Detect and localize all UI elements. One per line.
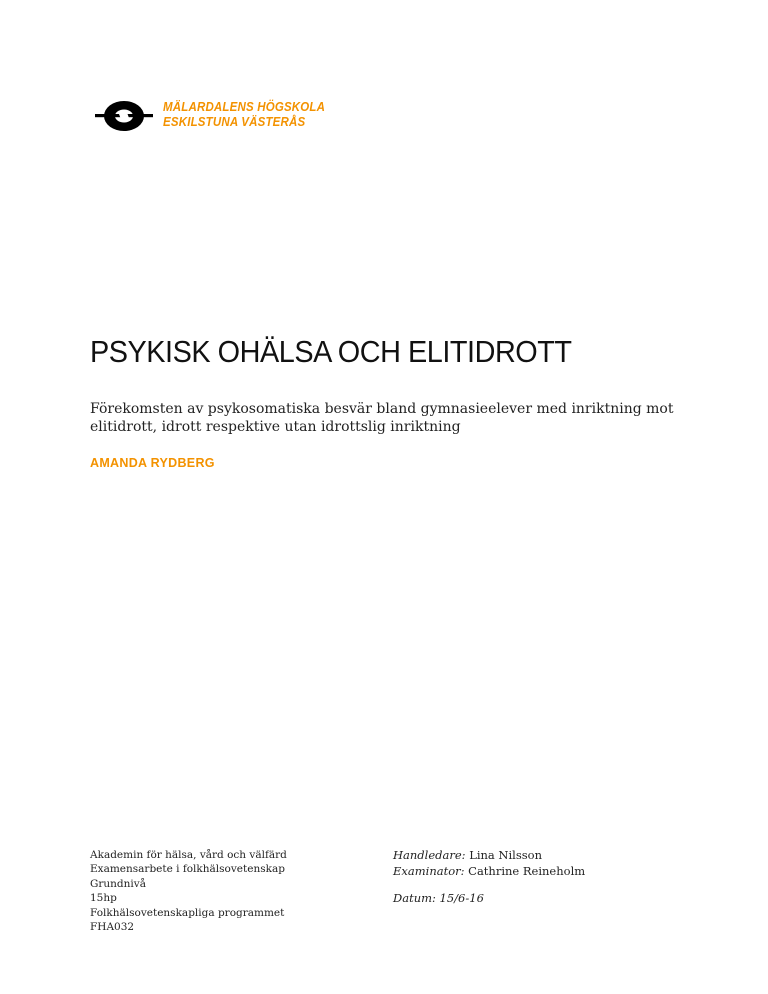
program-line: Folkhälsovetenskapliga programmet <box>90 906 285 919</box>
logo-line-2: ESKILSTUNA VÄSTERÅS <box>163 115 306 129</box>
document-subtitle: Förekomsten av psykosomatiska besvär bland gymnasieelever med inriktning mot elitidrott, idrott respektive utan idrottslig inriktning <box>90 401 674 435</box>
logo-wordmark <box>163 100 325 130</box>
thesis-type-line: Examensarbete i folkhälsovetenskap <box>90 863 285 876</box>
author-name: AMANDA RYDBERG <box>90 456 215 470</box>
examiner-name: Cathrine Reineholm <box>468 863 586 878</box>
supervision-info <box>393 848 693 907</box>
university-logo-icon <box>95 98 153 134</box>
document-title: PSYKISK OHÄLSA OCH ELITIDROTT <box>90 334 572 369</box>
logo-line-1: MÄLARDALENS HÖGSKOLA <box>163 100 326 114</box>
examiner-row <box>393 864 693 880</box>
examiner-label: Examinator: <box>393 863 465 878</box>
credits-line: 15hp <box>90 892 117 905</box>
date-row: Datum: 15/6-16 <box>393 891 484 905</box>
supervisor-label: Handledare: <box>393 848 466 862</box>
supervisor-row <box>393 848 693 864</box>
academy-line: Akademin för hälsa, vård och välfärd <box>90 849 287 861</box>
supervisor-name: Lina Nilsson <box>469 848 542 862</box>
course-code-line: FHA032 <box>90 921 135 934</box>
course-info <box>90 848 350 934</box>
level-line: Grundnivå <box>90 877 146 890</box>
university-logo <box>95 98 326 138</box>
